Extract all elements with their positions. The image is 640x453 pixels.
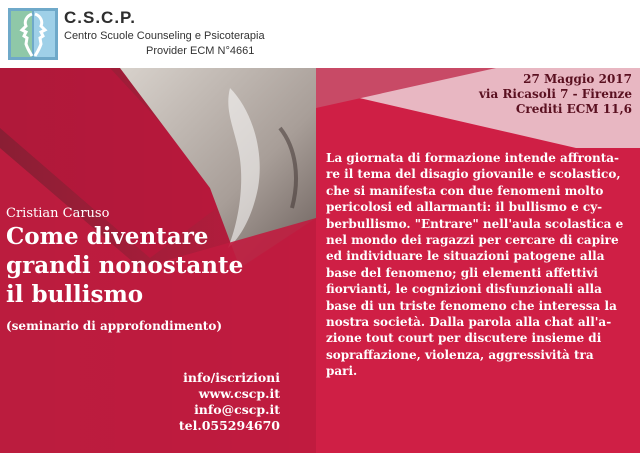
phone-number[interactable]: tel.055294670 <box>178 418 280 433</box>
two-faces-profile-logo-icon <box>8 8 58 60</box>
header <box>0 0 640 68</box>
event-credits: Crediti ECM 11,6 <box>515 102 632 116</box>
website-link[interactable]: www.cscp.it <box>198 386 280 401</box>
organization-info <box>64 8 265 57</box>
email-link[interactable]: info@cscp.it <box>194 402 280 417</box>
speaker-name: Cristian Caruso <box>6 206 110 221</box>
event-info <box>479 72 632 117</box>
contacts <box>179 370 280 434</box>
right-panel <box>316 68 640 453</box>
organization-name: C.S.C.P. <box>64 8 136 27</box>
event-address: via Ricasoli 7 - Firenze <box>478 87 632 101</box>
event-title <box>6 222 243 309</box>
title-line: il bullismo <box>6 281 144 308</box>
event-date: 27 Maggio 2017 <box>523 72 632 86</box>
event-subtitle: (seminario di approfondimento) <box>6 319 223 333</box>
title-line: Come diventare <box>6 223 209 250</box>
event-description: La giornata di formazione intende affronta- re il tema del disagio giovanile e scolastico, che si manifesta con due fenomeni molto pericolosi ed allarmanti: il bullismo e cy- berbullismo. "Entrare" nell'aula scolastica e nel mondo dei ragazzi per cercare di capire ed individuare le situazioni patogene alla base del fenomeno; gli elementi affettivi fiorvianti, le cognizioni disfunzionali alla base di un triste fenomeno che interessa la nostra società. Dalla parola alla chat all'a- zione tout court per discutere insieme di sopraffazione, violenza, aggressività tra pari. <box>326 151 624 379</box>
title-line: grandi nonostante <box>6 252 244 279</box>
organization-subtitle: Centro Scuole Counseling e Psicoterapia <box>64 30 265 42</box>
provider-number: Provider ECM N°4661 <box>146 45 255 57</box>
contact-label: info/iscrizioni <box>183 370 280 385</box>
